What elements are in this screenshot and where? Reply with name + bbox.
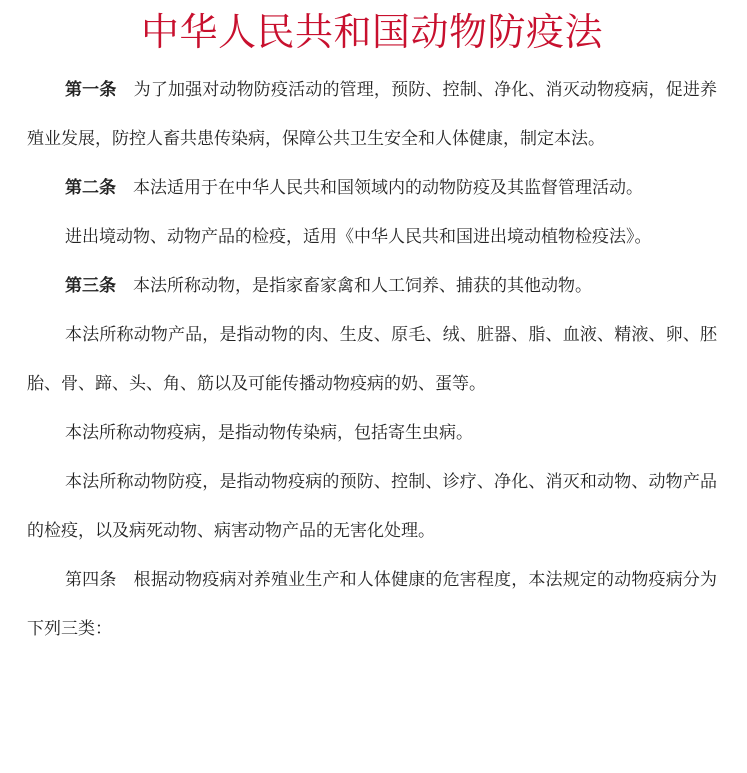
article-paragraph-4 bbox=[27, 556, 717, 654]
article-number: 第三条 bbox=[65, 276, 116, 296]
paragraph-3-subclause-products bbox=[27, 311, 717, 409]
article-number: 第一条 bbox=[65, 80, 117, 100]
article-text: 本法适用于在中华人民共和国领域内的动物防疫及其监督管理活动。 bbox=[133, 178, 643, 198]
article-paragraph-3 bbox=[27, 262, 717, 311]
paragraph-2-subclause bbox=[27, 213, 717, 262]
article-text: 为了加强对动物防疫活动的管理，预防、控制、净化、消灭动物疫病，促进养殖业发展，防控人畜共患传染病，保障公共卫生安全和人体健康，制定本法。 bbox=[27, 80, 718, 149]
article-number: 第四条 bbox=[65, 570, 117, 590]
article-text: 本法所称动物，是指家畜家禽和人工饲养、捕获的其他动物。 bbox=[133, 276, 592, 296]
paragraph-3-subclause-prevention bbox=[27, 458, 717, 556]
paragraph-text: 本法所称动物产品，是指动物的肉、生皮、原毛、绒、脏器、脂、血液、精液、卵、胚胎、骨、蹄、头、角、筋以及可能传播动物疫病的奶、蛋等。 bbox=[27, 325, 717, 394]
paragraph-text: 本法所称动物疫病，是指动物传染病，包括寄生虫病。 bbox=[65, 423, 473, 443]
article-paragraph-2 bbox=[27, 164, 717, 213]
document-title: 中华人民共和国动物防疫法 bbox=[140, 10, 603, 54]
article-number: 第二条 bbox=[65, 178, 116, 198]
paragraph-3-subclause-diseases bbox=[27, 409, 717, 458]
paragraph-text: 进出境动物、动物产品的检疫，适用《中华人民共和国进出境动植物检疫法》。 bbox=[65, 227, 652, 247]
paragraph-text: 本法所称动物防疫，是指动物疫病的预防、控制、诊疗、净化、消灭和动物、动物产品的检疫，以及病死动物、病害动物产品的无害化处理。 bbox=[27, 472, 717, 541]
article-text: 根据动物疫病对养殖业生产和人体健康的危害程度，本法规定的动物疫病分为下列三类： bbox=[27, 570, 718, 639]
article-paragraph-1 bbox=[27, 66, 717, 164]
